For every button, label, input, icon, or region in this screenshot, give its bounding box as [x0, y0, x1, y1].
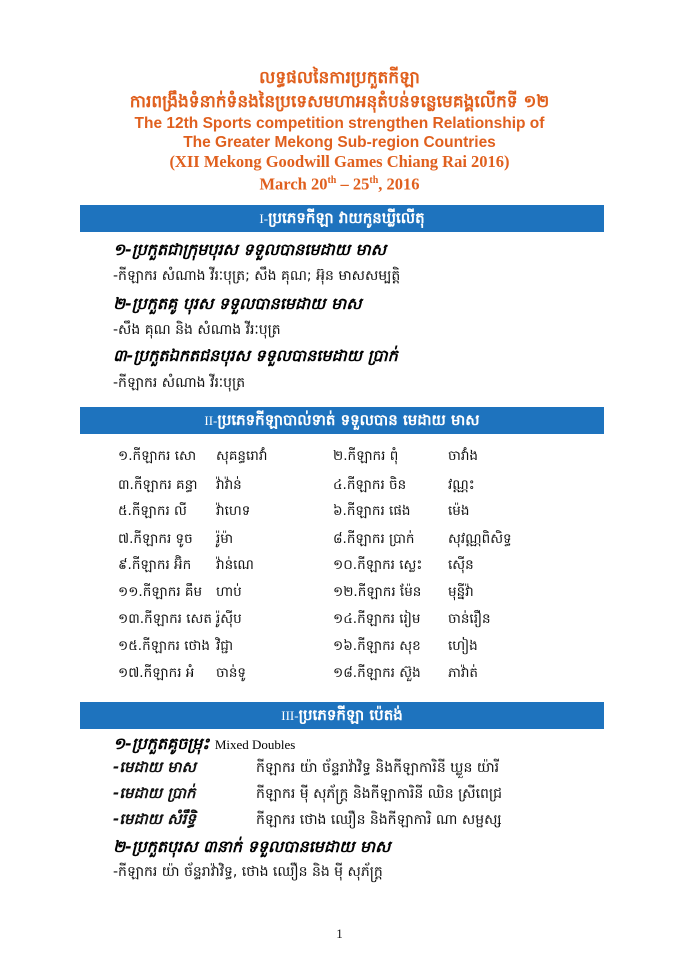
player-label: ៧.កីឡាករ ទូច	[118, 531, 193, 547]
player-name: វ៉ាហេទ	[216, 503, 251, 519]
medal-label: -មេដាយ ប្រាក់	[113, 784, 196, 802]
player-label: ១៧.កីឡាករ អំ	[118, 665, 195, 681]
player-name: វណ្ណះ	[448, 477, 475, 493]
section-1-header-bar	[80, 205, 604, 232]
player-name: វ៉ាវ៉ាន់	[216, 477, 242, 493]
player-name: សុវណ្ណពិសិទ្ធ	[448, 531, 512, 547]
player-name: រ៉ូម៉ា	[216, 531, 234, 547]
kh-title-line-2: ការពង្រឹងទំនាក់ទំនងនៃប្រទេសមហាអនុតំបន់ទន្លេមេគង្គលើកទី ១២	[129, 92, 550, 112]
section-1-heading-1: ១-ប្រកួតជាក្រុមបុរស ទទួលបានមេដាយ មាស	[113, 240, 387, 259]
player-label: ១១.កីឡាករ គឹម	[118, 584, 203, 600]
section-3-heading-2: ២-ប្រកួតបុរស ៣នាក់ ទទួលបានមេដាយ មាស	[113, 837, 391, 856]
player-row	[118, 476, 618, 500]
medal-winners: កីឡាករ ម៉ី សុភ័ក្រ្ត និងកីឡាការិនី ឈិន ស្រីពេជ្រ	[256, 786, 502, 802]
player-label: ៨.កីឡាករ ប្រាក់	[333, 531, 415, 547]
player-name: មុន្នីវ៉ា	[448, 584, 474, 600]
player-name: វ៉ាន់ណេ	[216, 557, 254, 573]
player-name: ហាប់	[216, 584, 242, 600]
section-3-heading-1: ១-ប្រកួតគូចម្រុះ Mixed Doubles	[113, 734, 296, 753]
section-1-heading-3: ៣-ប្រកួតឯកតជនបុរស ទទួលបានមេដាយ ប្រាក់	[113, 346, 398, 365]
player-row	[118, 502, 618, 526]
page-number: 1	[336, 926, 343, 941]
player-name: ចាន់ទូ	[216, 665, 246, 681]
player-label: ៤.កីឡាករ ចិន	[333, 477, 407, 493]
player-label: ១០.កីឡាករ ស្លេះ	[333, 557, 423, 573]
player-name: ហៀង	[448, 638, 478, 654]
player-row	[118, 583, 618, 607]
player-label: ១៥.កីឡាករ ថោង	[118, 638, 210, 654]
player-row	[118, 637, 618, 661]
player-name: ស៊ើន	[448, 557, 474, 573]
en-title-line-2: The Greater Mekong Sub-region Countries	[183, 134, 496, 151]
player-label: ៩.កីឡាករ អ៊ិក	[118, 557, 192, 573]
player-row	[118, 556, 618, 580]
section-2-roman: II-	[204, 413, 218, 428]
kh-title-line-1: លទ្ធផលនៃការប្រកួតកីឡា	[259, 68, 420, 88]
section-1-heading-2: ២-ប្រកួតគូ បុរស ទទួលបានមេដាយ មាស	[113, 294, 362, 313]
player-label: ៣.កីឡាករ គន្ធា	[118, 477, 198, 493]
player-row	[118, 610, 618, 634]
player-label: ១៤.កីឡាករ រៀម	[333, 611, 421, 627]
section-1-line-3: -កីឡាករ សំណាង វីរៈបុត្រ	[113, 375, 246, 391]
player-name: សុគន្ធរោវាំ	[216, 448, 268, 464]
player-row	[118, 447, 618, 471]
section-1-line-2: -សឹង គុណ និង សំណាង វីរៈបុត្រ	[113, 322, 281, 338]
section-3-header-bar	[80, 702, 604, 729]
medal-label: -មេដាយ មាស	[113, 758, 196, 776]
section-1-roman: I-	[259, 211, 269, 226]
player-name: ចាវាំង	[448, 448, 478, 464]
section-1-line-1: -កីឡាករ សំណាង វីរៈបុត្រ; សឹង គុណ; អ៊ុន មាសសម្បត្តិ	[113, 268, 401, 284]
player-label: ១៦.កីឡាករ សុខ	[333, 638, 421, 654]
medal-label: -មេដាយ សំរឹទ្ធិ	[113, 810, 196, 828]
player-label: ១២.កីឡាករ ម៉ែន	[333, 584, 422, 600]
player-row	[118, 664, 618, 688]
player-label: ១៣.កីឡាករ សេត	[118, 611, 212, 627]
player-name: ភាវ៉ាត់	[448, 665, 478, 681]
document-title-block	[0, 66, 679, 194]
mixed-doubles-label: Mixed Doubles	[214, 737, 296, 752]
section-2-title: ប្រភេទកីឡាបាល់ទាត់ ទទួលបាន មេដាយ មាស	[217, 411, 480, 429]
event-date: March 20th – 25th, 2016	[259, 174, 420, 194]
player-label: ១.កីឡាករ សោ	[118, 448, 197, 464]
medal-winners: កីឡាករ ថោង ឈឿន និងកីឡាការិ ណា សម្ផស្ស	[256, 812, 502, 828]
section-3-roman: III-	[281, 708, 299, 723]
section-3-title: ប្រភេទកីឡា ប៉េតង់	[298, 706, 403, 724]
section-1-title: ប្រភេទកីឡា វាយកូនឃ្លីលើតុ	[268, 209, 425, 227]
player-name: វិជ្ជា	[216, 638, 234, 654]
player-label: ៦.កីឡាករ ផេង	[333, 503, 411, 519]
player-label: ១៨.កីឡាករ ស៊ួង	[333, 665, 421, 681]
en-title-line-3: (XII Mekong Goodwill Games Chiang Rai 2016)	[169, 152, 510, 171]
player-name: រ៉ូស៊ីប	[216, 611, 242, 627]
player-row	[118, 530, 618, 554]
section-3-line-2: -កីឡាករ យ៉ា ច័ន្ទរាវ៉ាវិទ្ធ, ថោង ឈឿន និង ម៉ី សុភ័ក្រ្ត	[113, 864, 383, 880]
player-label: ២.កីឡាករ ពុំ	[333, 448, 399, 464]
player-label: ៥.កីឡាករ លី	[118, 503, 187, 519]
player-name: ចាន់រឿន	[448, 611, 491, 627]
player-name: ម៉េង	[448, 503, 470, 519]
en-title-line-1: The 12th Sports competition strengthen Relationship of	[134, 115, 545, 132]
section-2-header-bar	[80, 407, 604, 434]
medal-winners: កីឡាករ យ៉ា ច័ន្ទរាវ៉ាវិទ្ធ និងកីឡាការិនី ឃ្លួន យ៉ារី	[256, 760, 500, 776]
